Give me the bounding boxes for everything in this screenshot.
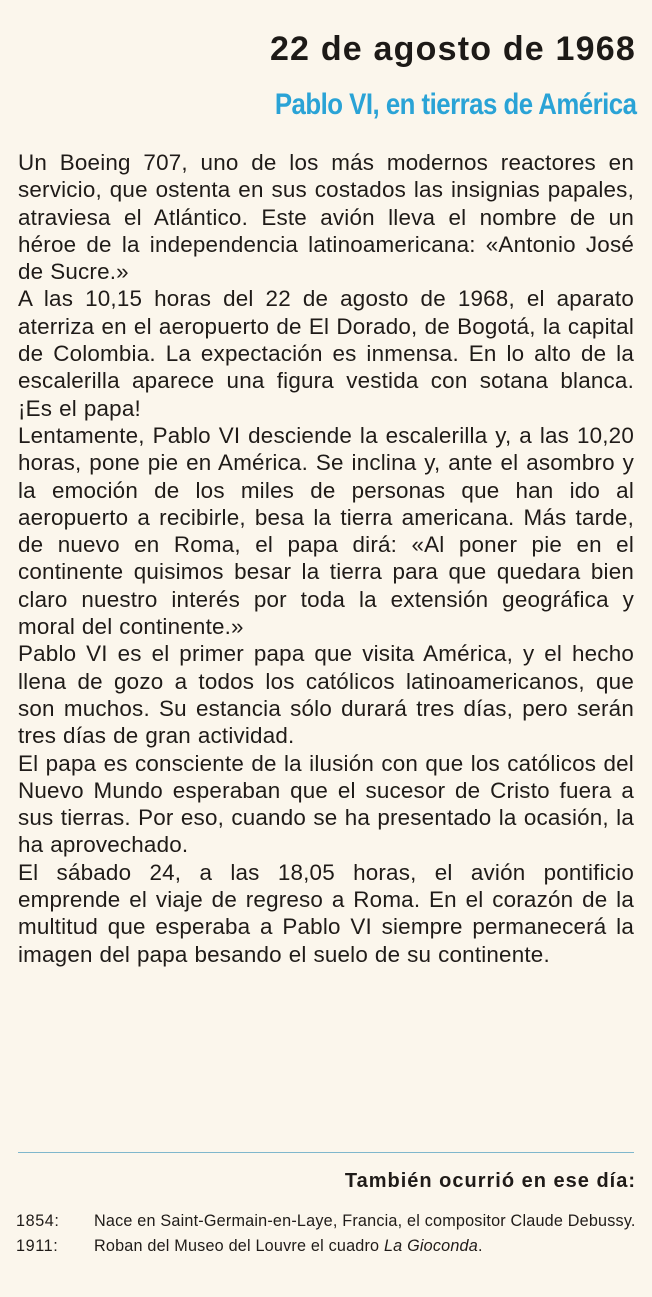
event-text-lead: Roban del Museo del Louvre el cuadro: [94, 1237, 384, 1255]
event-text: Nace en Saint-Germain-en-Laye, Francia, el compositor Claude Debussy.: [94, 1212, 636, 1230]
event-year: 1854:: [16, 1212, 60, 1230]
event-year: 1911:: [16, 1237, 59, 1255]
section-divider: [18, 1152, 634, 1153]
article-body: [18, 149, 634, 968]
paragraph: El papa es consciente de la ilusión con que los católicos del Nuevo Mundo esperaban que el sucesor de Cristo fuera a sus tierras. Por eso, cuando se ha presentado la ocasión, la ha aprovechado.: [18, 750, 634, 858]
article-headline: Pablo VI, en tierras de América: [274, 88, 636, 121]
paragraph: Pablo VI es el primer papa que visita América, y el hecho llena de gozo a todos los católicos latinoamericanos, que son muchos. Su estancia sólo durará tres días, pero serán tres días de gran actividad.: [18, 641, 634, 749]
event-text-end: .: [477, 1237, 483, 1255]
artwork-title: La Gioconda: [383, 1237, 478, 1255]
also-happened-title: También ocurrió en ese día:: [344, 1170, 636, 1192]
event-text: [94, 1235, 636, 1257]
paragraph: Lentamente, Pablo VI desciende la escalerilla y, a las 10,20 horas, pone pie en América. Se inclina y, ante el asombro y la emoción de los miles de personas que han ido al aeropuerto a recibirle, besa la tierra americana. Más tarde, de nuevo en Roma, el papa dirá: «Al poner pie en el continente quisimos besar la tierra para que quedara bien claro nuestro interés por toda la extensión geográfica y moral del continente.»: [18, 422, 634, 640]
paragraph: A las 10,15 horas del 22 de agosto de 1968, el aparato aterriza en el aeropuerto de El Dorado, de Bogotá, la capital de Colombia. La expectación es inmensa. En lo alto de la escalerilla aparece una figura vestida con sotana blanca. ¡Es el papa!: [18, 286, 634, 421]
paragraph: El sábado 24, a las 18,05 horas, el avión pontificio emprende el viaje de regreso a Roma. En el corazón de la multitud que esperaba a Pablo VI siempre permanecerá la imagen del papa besando el suelo de su continente.: [18, 859, 634, 967]
also-happened-list: [16, 1210, 636, 1260]
event-item: [16, 1235, 636, 1257]
event-item: [16, 1210, 636, 1232]
paragraph: Un Boeing 707, uno de los más modernos reactores en servicio, que ostenta en sus costados las insignias papales, atraviesa el Atlántico. Este avión lleva el nombre de un héroe de la independencia latinoamericana: «Antonio José de Sucre.»: [18, 150, 634, 285]
entry-date: 22 de agosto de 1968: [269, 30, 636, 68]
